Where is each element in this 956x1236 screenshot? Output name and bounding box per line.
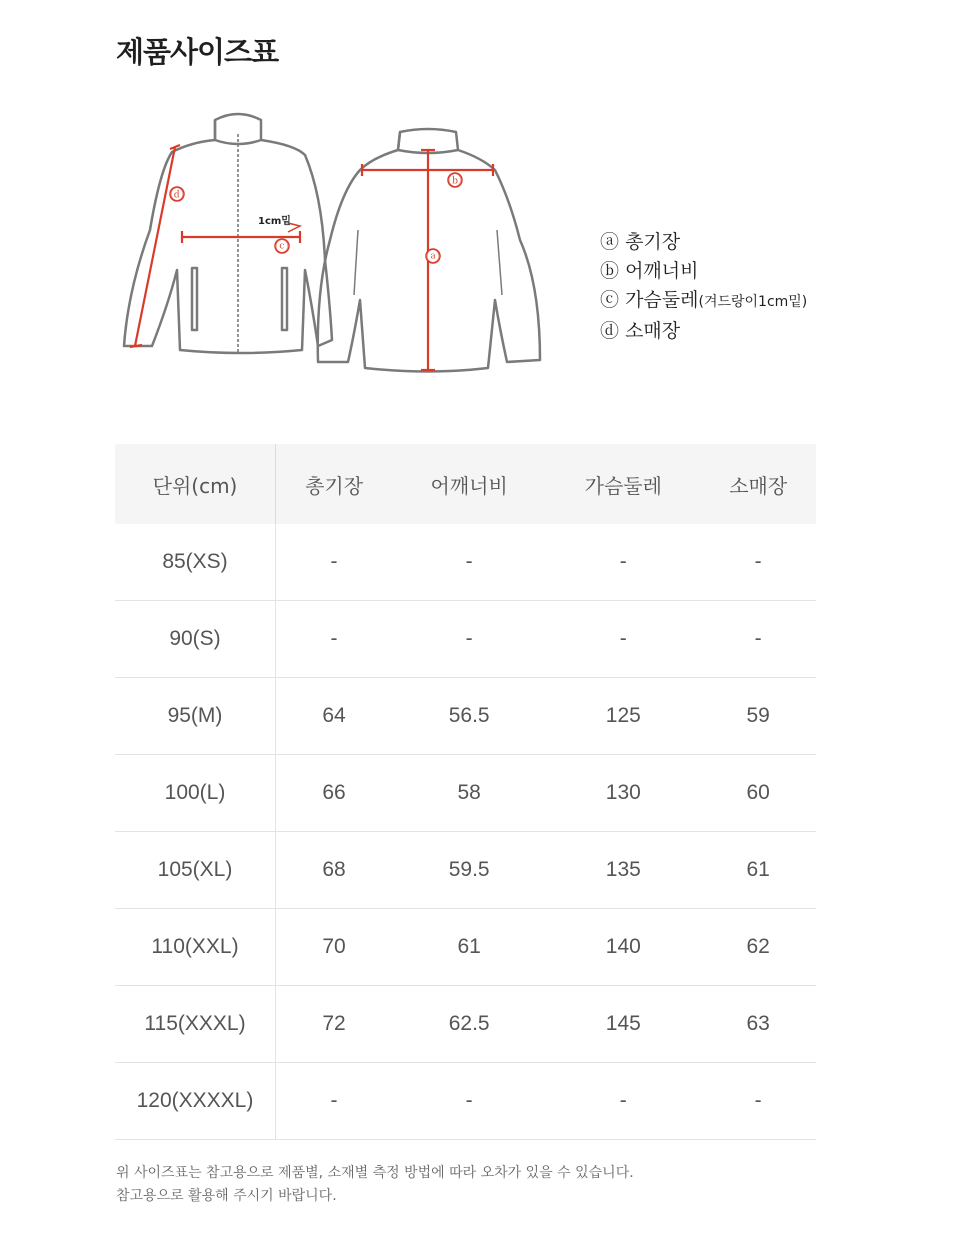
value-cell: 56.5: [392, 678, 546, 755]
value-cell: -: [276, 524, 393, 601]
legend-item-total-length: [600, 228, 807, 257]
value-cell: 64: [276, 678, 393, 755]
legend-label: 총기장: [625, 231, 681, 253]
value-cell: -: [546, 601, 700, 678]
value-cell: -: [276, 601, 393, 678]
value-cell: 135: [546, 832, 700, 909]
value-cell: -: [392, 1063, 546, 1140]
table-row: [115, 524, 816, 601]
value-cell: 125: [546, 678, 700, 755]
size-cell: 110(XXL): [115, 909, 276, 986]
value-cell: -: [392, 601, 546, 678]
size-cell: 85(XS): [115, 524, 276, 601]
value-cell: 130: [546, 755, 700, 832]
header-total-length: 총기장: [276, 444, 393, 524]
legend-label: 어깨너비: [625, 260, 699, 282]
legend-label: 소매장: [625, 320, 681, 342]
legend-item-sleeve-length: [600, 317, 807, 346]
header-chest: 가슴둘레: [546, 444, 700, 524]
value-cell: 60: [700, 755, 816, 832]
chest-note-label: 1cm밑: [258, 216, 291, 227]
mark-a-letter: ⓐ: [426, 250, 440, 265]
legend-mark-d: ⓓ: [600, 320, 620, 342]
value-cell: 140: [546, 909, 700, 986]
mark-c-badge: [275, 239, 289, 255]
legend-item-chest: [600, 286, 807, 317]
page-title: 제품사이즈표: [116, 35, 279, 69]
size-cell: 105(XL): [115, 832, 276, 909]
table-row: [115, 755, 816, 832]
table-row: [115, 832, 816, 909]
size-table: [115, 444, 816, 1140]
table-row: [115, 601, 816, 678]
mark-c-letter: ⓒ: [275, 240, 289, 255]
disclaimer-line-1: 위 사이즈표는 참고용으로 제품별, 소재별 측정 방법에 따라 오차가 있을 수 있습니다.: [116, 1165, 634, 1181]
table-row: [115, 909, 816, 986]
value-cell: -: [700, 601, 816, 678]
disclaimer-note: [116, 1162, 634, 1208]
value-cell: 145: [546, 986, 700, 1063]
header-unit: 단위(cm): [115, 444, 276, 524]
legend-mark-a: ⓐ: [600, 231, 620, 253]
value-cell: -: [546, 1063, 700, 1140]
table-header-row: [115, 444, 816, 524]
measurement-legend: [600, 228, 807, 346]
value-cell: 63: [700, 986, 816, 1063]
value-cell: 62: [700, 909, 816, 986]
mark-b-badge: [448, 173, 462, 189]
value-cell: 66: [276, 755, 393, 832]
mark-b-letter: ⓑ: [448, 174, 462, 189]
jacket-measurement-diagram: [110, 100, 560, 390]
table-row: [115, 1063, 816, 1140]
value-cell: -: [700, 524, 816, 601]
size-cell: 115(XXXL): [115, 986, 276, 1063]
header-shoulder-width: 어깨너비: [392, 444, 546, 524]
header-sleeve-length: 소매장: [700, 444, 816, 524]
size-cell: 100(L): [115, 755, 276, 832]
value-cell: 68: [276, 832, 393, 909]
value-cell: -: [276, 1063, 393, 1140]
size-cell: 95(M): [115, 678, 276, 755]
value-cell: 70: [276, 909, 393, 986]
value-cell: 58: [392, 755, 546, 832]
legend-label: 가슴둘레: [625, 289, 699, 311]
mark-d-badge: [170, 187, 184, 203]
table-row: [115, 986, 816, 1063]
disclaimer-line-2: 참고용으로 활용해 주시기 바랍니다.: [116, 1188, 337, 1204]
value-cell: 62.5: [392, 986, 546, 1063]
value-cell: 72: [276, 986, 393, 1063]
legend-mark-b: ⓑ: [600, 260, 620, 282]
value-cell: -: [700, 1063, 816, 1140]
size-cell: 120(XXXXL): [115, 1063, 276, 1140]
table-row: [115, 678, 816, 755]
mark-d-letter: ⓓ: [170, 188, 184, 203]
legend-mark-c: ⓒ: [600, 289, 620, 311]
size-cell: 90(S): [115, 601, 276, 678]
value-cell: 59.5: [392, 832, 546, 909]
value-cell: 61: [392, 909, 546, 986]
mark-a-badge: [426, 249, 440, 265]
value-cell: 59: [700, 678, 816, 755]
value-cell: -: [546, 524, 700, 601]
legend-item-shoulder-width: [600, 257, 807, 286]
legend-note: (겨드랑이1cm밑): [698, 294, 808, 310]
value-cell: -: [392, 524, 546, 601]
value-cell: 61: [700, 832, 816, 909]
